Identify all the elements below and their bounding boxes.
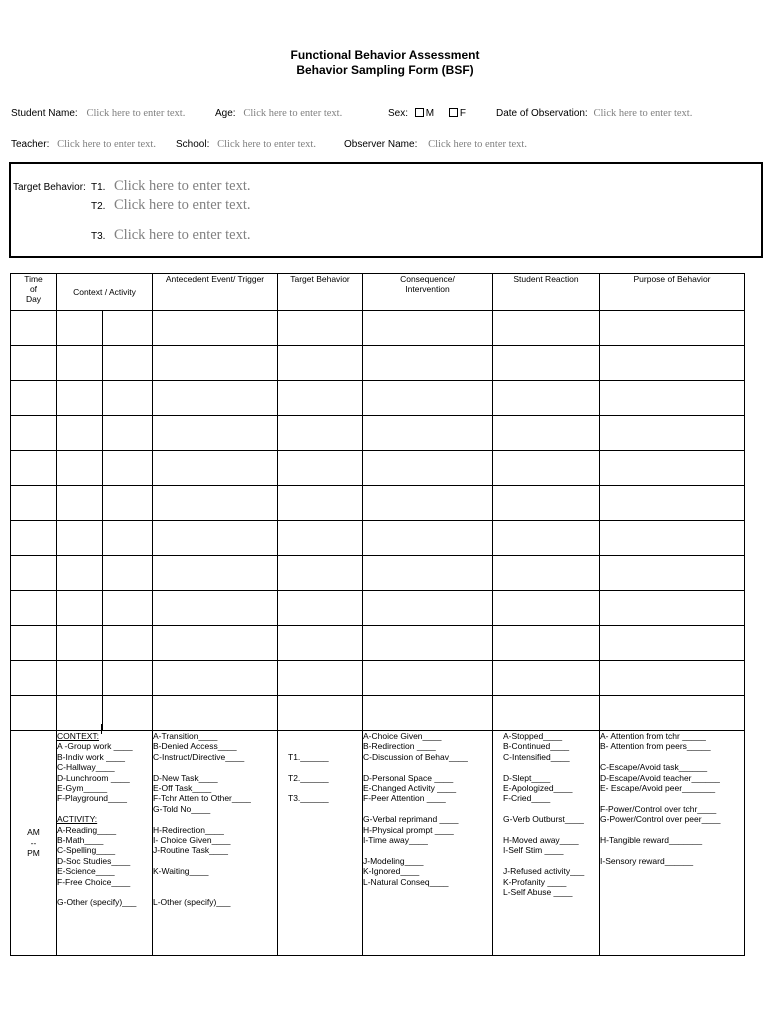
target-legend xyxy=(278,731,363,956)
observation-row xyxy=(11,416,745,451)
legend-item: D-Escape/Avoid teacher______ xyxy=(600,772,720,783)
legend-item: H-Moved away____ xyxy=(503,835,579,846)
header-purpose: Purpose of Behavior xyxy=(600,274,745,311)
target-cell[interactable] xyxy=(278,556,363,591)
reaction-cell[interactable] xyxy=(493,451,600,486)
legend-item: B-Indiv work ____ xyxy=(57,751,126,762)
sex-row xyxy=(388,108,466,119)
time-cell[interactable] xyxy=(11,696,57,731)
legend-item: B-Math____ xyxy=(57,835,104,846)
legend-item xyxy=(600,825,744,835)
legend-item: C-Spelling____ xyxy=(57,845,116,856)
target-behavior-box xyxy=(9,162,763,258)
sex-f-checkbox[interactable] xyxy=(449,108,458,117)
activity-cell[interactable] xyxy=(103,661,153,696)
target-cell[interactable] xyxy=(278,311,363,346)
context-cell[interactable] xyxy=(57,381,103,416)
time-cell[interactable] xyxy=(11,451,57,486)
target-cell[interactable] xyxy=(278,486,363,521)
legend-item: L-Other (specify)___ xyxy=(153,897,231,908)
legend-item: H-Physical prompt ____ xyxy=(363,824,454,835)
legend-item: C-Discussion of Behav____ xyxy=(363,751,468,762)
reaction-cell[interactable] xyxy=(493,591,600,626)
legend-item: C-Escape/Avoid task______ xyxy=(600,762,708,773)
purpose-legend xyxy=(600,731,745,956)
consequence-cell[interactable] xyxy=(363,661,493,696)
reaction-cell[interactable] xyxy=(493,486,600,521)
target-cell[interactable] xyxy=(278,346,363,381)
antecedent-cell[interactable] xyxy=(153,696,278,731)
legend-item xyxy=(503,856,599,866)
legend-item xyxy=(153,856,277,866)
legend-item: F-Peer Attention ____ xyxy=(363,793,446,804)
legend-item: D-Personal Space ____ xyxy=(363,772,454,783)
legend-item xyxy=(153,887,277,897)
observation-row xyxy=(11,451,745,486)
age-row xyxy=(215,108,342,119)
time-cell[interactable] xyxy=(11,556,57,591)
legend-item xyxy=(363,845,492,855)
legend-item: I- Choice Given____ xyxy=(153,835,231,846)
purpose-cell[interactable] xyxy=(600,416,745,451)
legend-item: A-Choice Given____ xyxy=(363,731,442,741)
target-cell[interactable] xyxy=(278,696,363,731)
header-time: Time of Day xyxy=(11,274,57,311)
legend-item: T3.______ xyxy=(288,793,329,804)
legend-item: L-Self Abuse ____ xyxy=(503,887,573,898)
observation-row xyxy=(11,486,745,521)
legend-item xyxy=(600,845,744,855)
antecedent-cell[interactable] xyxy=(153,556,278,591)
context-cell[interactable] xyxy=(57,696,103,731)
target-cell[interactable] xyxy=(278,451,363,486)
legend-item: L-Natural Conseq____ xyxy=(363,876,449,887)
legend-item: A -Group work ____ xyxy=(57,741,133,752)
t2-label: T2. xyxy=(91,201,106,212)
student-name-field[interactable]: Click here to enter text. xyxy=(86,108,186,119)
legend-item: B- Attention from peers_____ xyxy=(600,741,711,752)
purpose-cell[interactable] xyxy=(600,626,745,661)
antecedent-cell[interactable] xyxy=(153,311,278,346)
context-heading: CONTEXT: xyxy=(57,731,100,741)
target-cell[interactable] xyxy=(278,626,363,661)
consequence-cell[interactable] xyxy=(363,381,493,416)
time-cell[interactable] xyxy=(11,346,57,381)
consequence-cell[interactable] xyxy=(363,556,493,591)
time-cell[interactable] xyxy=(11,416,57,451)
legend-item: A-Reading____ xyxy=(57,824,117,835)
legend-item: T2.______ xyxy=(288,772,329,783)
observation-row xyxy=(11,311,745,346)
legend-item xyxy=(600,793,744,803)
purpose-cell[interactable] xyxy=(600,661,745,696)
legend-item xyxy=(363,762,492,772)
time-cell[interactable] xyxy=(11,521,57,556)
antecedent-cell[interactable] xyxy=(153,661,278,696)
legend-item: T1.______ xyxy=(288,751,329,762)
purpose-cell[interactable] xyxy=(600,696,745,731)
legend-item xyxy=(288,741,362,751)
legend-item: A-Stopped____ xyxy=(503,731,563,741)
activity-heading: ACTIVITY: xyxy=(57,814,98,825)
legend-item: D-New Task____ xyxy=(153,772,218,783)
header-antecedent: Antecedent Event/ Trigger xyxy=(153,274,278,311)
activity-cell[interactable] xyxy=(103,626,153,661)
observation-row xyxy=(11,626,745,661)
activity-cell[interactable] xyxy=(103,451,153,486)
header-student-reaction: Student Reaction xyxy=(493,274,600,311)
school-field[interactable]: Click here to enter text. xyxy=(217,139,316,150)
observation-row xyxy=(11,556,745,591)
activity-list xyxy=(57,825,152,908)
time-cell[interactable] xyxy=(11,626,57,661)
sex-m-label: M xyxy=(425,108,435,119)
observer-field[interactable]: Click here to enter text. xyxy=(428,139,527,150)
legend-item xyxy=(363,804,492,814)
legend-item: K-Profanity ____ xyxy=(503,876,567,887)
teacher-row xyxy=(11,139,156,150)
observation-row xyxy=(11,381,745,416)
observation-row xyxy=(11,591,745,626)
school-label: School: xyxy=(176,139,210,150)
teacher-field[interactable]: Click here to enter text. xyxy=(57,139,156,150)
sex-f-label: F xyxy=(459,108,467,119)
time-legend: AM -- PM xyxy=(11,731,57,956)
legend-item xyxy=(153,814,277,824)
legend-item: F-Playground____ xyxy=(57,793,127,804)
antecedent-cell[interactable] xyxy=(153,591,278,626)
legend-item: E- Escape/Avoid peer_______ xyxy=(600,783,716,794)
antecedent-cell[interactable] xyxy=(153,451,278,486)
consequence-cell[interactable] xyxy=(363,416,493,451)
target-cell[interactable] xyxy=(278,591,363,626)
antecedent-cell[interactable] xyxy=(153,486,278,521)
legend-item xyxy=(153,762,277,772)
reaction-cell[interactable] xyxy=(493,556,600,591)
consequence-legend xyxy=(363,731,493,956)
legend-item: D-Lunchroom ____ xyxy=(57,772,130,783)
consequence-cell[interactable] xyxy=(363,591,493,626)
purpose-cell[interactable] xyxy=(600,451,745,486)
legend-item xyxy=(288,783,362,793)
activity-cell[interactable] xyxy=(103,311,153,346)
purpose-cell[interactable] xyxy=(600,311,745,346)
activity-cell[interactable] xyxy=(103,556,153,591)
legend-item xyxy=(503,762,599,772)
purpose-cell[interactable] xyxy=(600,556,745,591)
context-cell[interactable] xyxy=(57,486,103,521)
context-list xyxy=(57,741,152,803)
legend-item: E-Apologized____ xyxy=(503,783,573,794)
consequence-cell[interactable] xyxy=(363,451,493,486)
legend-item: F-Free Choice____ xyxy=(57,876,131,887)
legend-item: C-Instruct/Directive____ xyxy=(153,751,245,762)
legend-item: D-Slept____ xyxy=(503,772,551,783)
context-cell[interactable] xyxy=(57,521,103,556)
date-label: Date of Observation: xyxy=(496,108,588,119)
legend-item xyxy=(153,877,277,887)
antecedent-cell[interactable] xyxy=(153,381,278,416)
legend-item: A-Transition____ xyxy=(153,731,218,741)
legend-item: H-Tangible reward_______ xyxy=(600,835,703,846)
title-line-2: Behavior Sampling Form (BSF) xyxy=(296,63,474,77)
legend-item xyxy=(503,804,599,814)
legend-item: F-Power/Control over tchr____ xyxy=(600,803,717,814)
legend-item: I-Sensory reward______ xyxy=(600,855,694,866)
reaction-legend xyxy=(493,731,600,956)
header-consequence: Consequence/ Intervention xyxy=(363,274,493,311)
t1-label: T1. xyxy=(91,182,106,193)
antecedent-cell[interactable] xyxy=(153,346,278,381)
observer-row xyxy=(344,139,527,150)
t3-field[interactable]: Click here to enter text. xyxy=(114,227,251,243)
reaction-cell[interactable] xyxy=(493,346,600,381)
header-target-behavior: Target Behavior xyxy=(278,274,363,311)
purpose-cell[interactable] xyxy=(600,486,745,521)
t2-field[interactable]: Click here to enter text. xyxy=(114,197,251,213)
observation-row xyxy=(11,661,745,696)
activity-cell[interactable] xyxy=(103,486,153,521)
context-divider xyxy=(101,724,102,734)
context-cell[interactable] xyxy=(57,591,103,626)
observation-row xyxy=(11,521,745,556)
target-cell[interactable] xyxy=(278,416,363,451)
legend-item: E-Off Task____ xyxy=(153,783,212,794)
legend-item: J-Refused activity___ xyxy=(503,866,585,877)
t1-field[interactable]: Click here to enter text. xyxy=(114,178,251,194)
legend-item: F-Cried____ xyxy=(503,793,551,804)
context-cell[interactable] xyxy=(57,451,103,486)
form-title xyxy=(0,48,770,78)
activity-cell[interactable] xyxy=(103,346,153,381)
legend-item: D-Soc Studies____ xyxy=(57,855,131,866)
legend-item: G-Other (specify)___ xyxy=(57,897,137,908)
sex-m-checkbox[interactable] xyxy=(415,108,424,117)
title-line-1: Functional Behavior Assessment xyxy=(290,48,480,62)
sex-label: Sex: xyxy=(388,108,409,119)
observation-row xyxy=(11,696,745,731)
header-context-activity: Context / Activity xyxy=(57,274,153,311)
antecedent-cell[interactable] xyxy=(153,416,278,451)
consequence-cell[interactable] xyxy=(363,696,493,731)
target-cell[interactable] xyxy=(278,521,363,556)
reaction-cell[interactable] xyxy=(493,696,600,731)
legend-item: J-Modeling____ xyxy=(363,855,424,866)
sampling-table xyxy=(10,273,745,956)
legend-item: E-Changed Activity ____ xyxy=(363,783,457,794)
purpose-cell[interactable] xyxy=(600,591,745,626)
legend-item: K-Waiting____ xyxy=(153,866,209,877)
activity-cell[interactable] xyxy=(103,696,153,731)
antecedent-cell[interactable] xyxy=(153,521,278,556)
time-cell[interactable] xyxy=(11,381,57,416)
time-cell[interactable] xyxy=(11,486,57,521)
legend-item: B-Continued____ xyxy=(503,741,570,752)
student-name-label: Student Name: xyxy=(11,108,78,119)
consequence-cell[interactable] xyxy=(363,521,493,556)
legend-item xyxy=(288,762,362,772)
legend-item xyxy=(503,825,599,835)
legend-item: A- Attention from tchr _____ xyxy=(600,731,706,741)
legend-item: B-Redirection ____ xyxy=(363,741,436,752)
age-label: Age: xyxy=(215,108,236,119)
context-cell[interactable] xyxy=(57,626,103,661)
consequence-cell[interactable] xyxy=(363,311,493,346)
legend-item xyxy=(57,887,152,897)
context-cell[interactable] xyxy=(57,311,103,346)
legend-row xyxy=(11,731,745,956)
antecedent-cell[interactable] xyxy=(153,626,278,661)
purpose-cell[interactable] xyxy=(600,521,745,556)
reaction-cell[interactable] xyxy=(493,416,600,451)
legend-item: G-Verb Outburst____ xyxy=(503,814,584,825)
table-header-row xyxy=(11,274,745,311)
legend-item: G-Told No____ xyxy=(153,803,211,814)
legend-item: C-Hallway____ xyxy=(57,762,115,773)
target-cell[interactable] xyxy=(278,381,363,416)
consequence-cell[interactable] xyxy=(363,626,493,661)
age-field[interactable]: Click here to enter text. xyxy=(243,108,343,119)
reaction-cell[interactable] xyxy=(493,521,600,556)
observer-label: Observer Name: xyxy=(344,139,418,150)
date-row xyxy=(496,108,692,119)
context-cell[interactable] xyxy=(57,416,103,451)
legend-item: E-Gym_____ xyxy=(57,783,108,794)
reaction-cell[interactable] xyxy=(493,626,600,661)
legend-item: G-Power/Control over peer____ xyxy=(600,814,721,825)
time-cell[interactable] xyxy=(11,591,57,626)
teacher-label: Teacher: xyxy=(11,139,50,150)
time-cell[interactable] xyxy=(11,661,57,696)
antecedent-legend xyxy=(153,731,278,956)
target-behavior-label: Target Behavior: xyxy=(13,182,86,193)
consequence-cell[interactable] xyxy=(363,346,493,381)
purpose-cell[interactable] xyxy=(600,381,745,416)
date-field[interactable]: Click here to enter text. xyxy=(593,108,693,119)
activity-cell[interactable] xyxy=(103,591,153,626)
context-cell[interactable] xyxy=(57,661,103,696)
target-cell[interactable] xyxy=(278,661,363,696)
legend-item: B-Denied Access____ xyxy=(153,741,237,752)
t3-label: T3. xyxy=(91,231,106,242)
legend-item xyxy=(288,731,362,741)
legend-item xyxy=(600,752,744,762)
context-activity-legend xyxy=(57,731,153,956)
legend-item: E-Science____ xyxy=(57,866,115,877)
consequence-cell[interactable] xyxy=(363,486,493,521)
context-cell[interactable] xyxy=(57,346,103,381)
legend-item: I-Time away____ xyxy=(363,835,428,846)
legend-item: I-Self Stim ____ xyxy=(503,845,564,856)
activity-cell[interactable] xyxy=(103,416,153,451)
observation-row xyxy=(11,346,745,381)
context-cell[interactable] xyxy=(57,556,103,591)
legend-item: F-Tchr Atten to Other____ xyxy=(153,793,251,804)
reaction-cell[interactable] xyxy=(493,661,600,696)
legend-item: G-Verbal reprimand ____ xyxy=(363,814,459,825)
school-row xyxy=(176,139,316,150)
activity-cell[interactable] xyxy=(103,521,153,556)
legend-item: H-Redirection____ xyxy=(153,824,224,835)
reaction-cell[interactable] xyxy=(493,311,600,346)
purpose-cell[interactable] xyxy=(600,346,745,381)
time-cell[interactable] xyxy=(11,311,57,346)
student-name-row xyxy=(11,108,185,119)
legend-item: K-Ignored____ xyxy=(363,866,420,877)
reaction-cell[interactable] xyxy=(493,381,600,416)
legend-item: C-Intensified____ xyxy=(503,751,570,762)
legend-item: J-Routine Task____ xyxy=(153,845,228,856)
activity-cell[interactable] xyxy=(103,381,153,416)
